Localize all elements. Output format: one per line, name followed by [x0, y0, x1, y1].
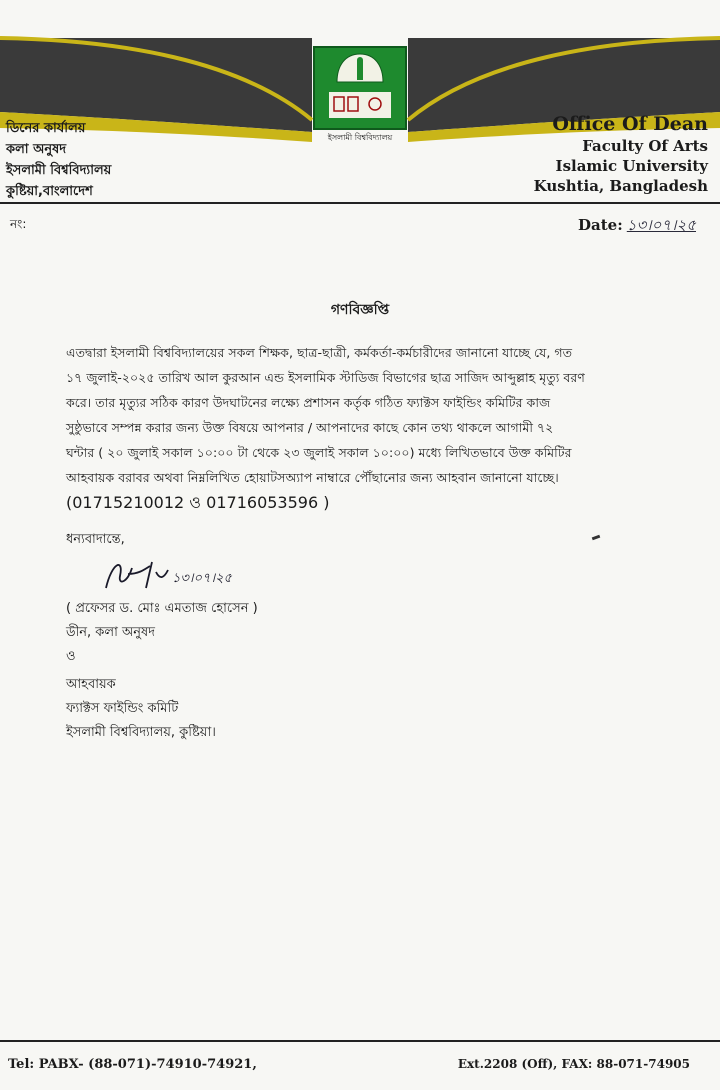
committee-name: ফ্যাক্টস ফাইন্ডিং কমিটি: [66, 701, 179, 716]
date-field: [578, 214, 696, 239]
conjunction: ও: [66, 649, 76, 664]
notice-title: গণবিজ্ঞপ্তি: [330, 302, 390, 318]
date-label: Date:: [578, 216, 623, 234]
signatory-role-dean: ডীন, কলা অনুষদ: [66, 625, 156, 640]
body-line: আহবায়ক বরাবর অথবা নিম্নলিখিত হোয়াটসঅ্যাপ নাম্বারে পৌঁছানোর জন্য আহবান জানানো যাচ্ছে।: [66, 470, 559, 485]
footer-divider: [0, 1040, 720, 1042]
pen-mark: [592, 535, 601, 541]
reference-number-label: নং:: [10, 217, 27, 231]
closing-thanks: ধন্যবাদান্তে,: [66, 532, 125, 547]
office-address-english: [534, 112, 708, 196]
university-line: Islamic University: [555, 157, 708, 175]
signature: [98, 552, 288, 598]
body-line: ঘন্টার ( ২০ জুলাই সকাল ১০:০০ টা থেকে ২৩ জুলাই সকাল ১০:০০) মধ্যে লিখিতভাবে উক্ত কমিটির: [66, 445, 572, 460]
footer-telephone: Tel: PABX- (88-071)-74910-74921,: [8, 1057, 257, 1072]
signatory-name: ( প্রফেসর ড. মোঃ এমতাজ হোসেন ): [66, 601, 258, 616]
body-line: এতদ্বারা ইসলামী বিশ্ববিদ্যালয়ের সকল শিক্ষক, ছাত্র-ছাত্রী, কর্মকর্তা-কর্মচারীদের জানানো যাচ্ছে যে, গত: [66, 345, 573, 360]
location-line: Kushtia, Bangladesh: [533, 177, 708, 195]
footer-extension-fax: Ext.2208 (Off), FAX: 88-071-74905: [457, 1057, 690, 1071]
header-divider: [0, 202, 720, 204]
university-line: ইসলামী বিশ্ববিদ্যালয়: [6, 163, 112, 178]
body-line: সুষ্ঠুভাবে সম্পন্ন করার জন্য উক্ত বিষয়ে আপনার / আপনাদের কাছে কোন তথ্য থাকলে আগামী ৭২: [66, 420, 554, 435]
office-line: ডিনের কার্যালয়: [6, 121, 86, 136]
faculty-line: কলা অনুষদ: [6, 142, 67, 157]
institution-name: ইসলামী বিশ্ববিদ্যালয়, কুষ্টিয়া।: [66, 725, 216, 740]
body-line: ১৭ জুলাই-২০২৫ তারিখ আল কুরআন এন্ড ইসলামিক স্টাডিজ বিভাগের ছাত্র সাজিদ আব্দুল্লাহ মৃত্যু বরণ: [66, 370, 585, 385]
notice-body: [66, 340, 714, 515]
office-address-bengali: [6, 118, 111, 202]
date-value: ১৩।০৭।২৫: [626, 216, 696, 234]
signatory-block: [66, 597, 258, 745]
faculty-line: Faculty Of Arts: [582, 137, 708, 155]
university-seal-icon: [313, 46, 407, 130]
office-line: Office Of Dean: [552, 113, 708, 135]
whatsapp-numbers: (01715210012 ও 01716053596 ): [66, 493, 330, 512]
logo-caption: ইসলামী বিশ্ববিদ্যালয়: [327, 133, 393, 142]
location-line: কুষ্টিয়া,বাংলাদেশ: [6, 184, 93, 199]
signature-date: ১৩।০৭।২৫: [172, 571, 232, 586]
signatory-role-convener: আহবায়ক: [66, 677, 116, 692]
body-line: করে। তার মৃত্যুর সঠিক কারণ উদঘাটনের লক্ষ্যে প্রশাসন কর্তৃক গঠিত ফ্যাক্টস ফাইন্ডিং কমিটির কাজ: [66, 395, 551, 410]
